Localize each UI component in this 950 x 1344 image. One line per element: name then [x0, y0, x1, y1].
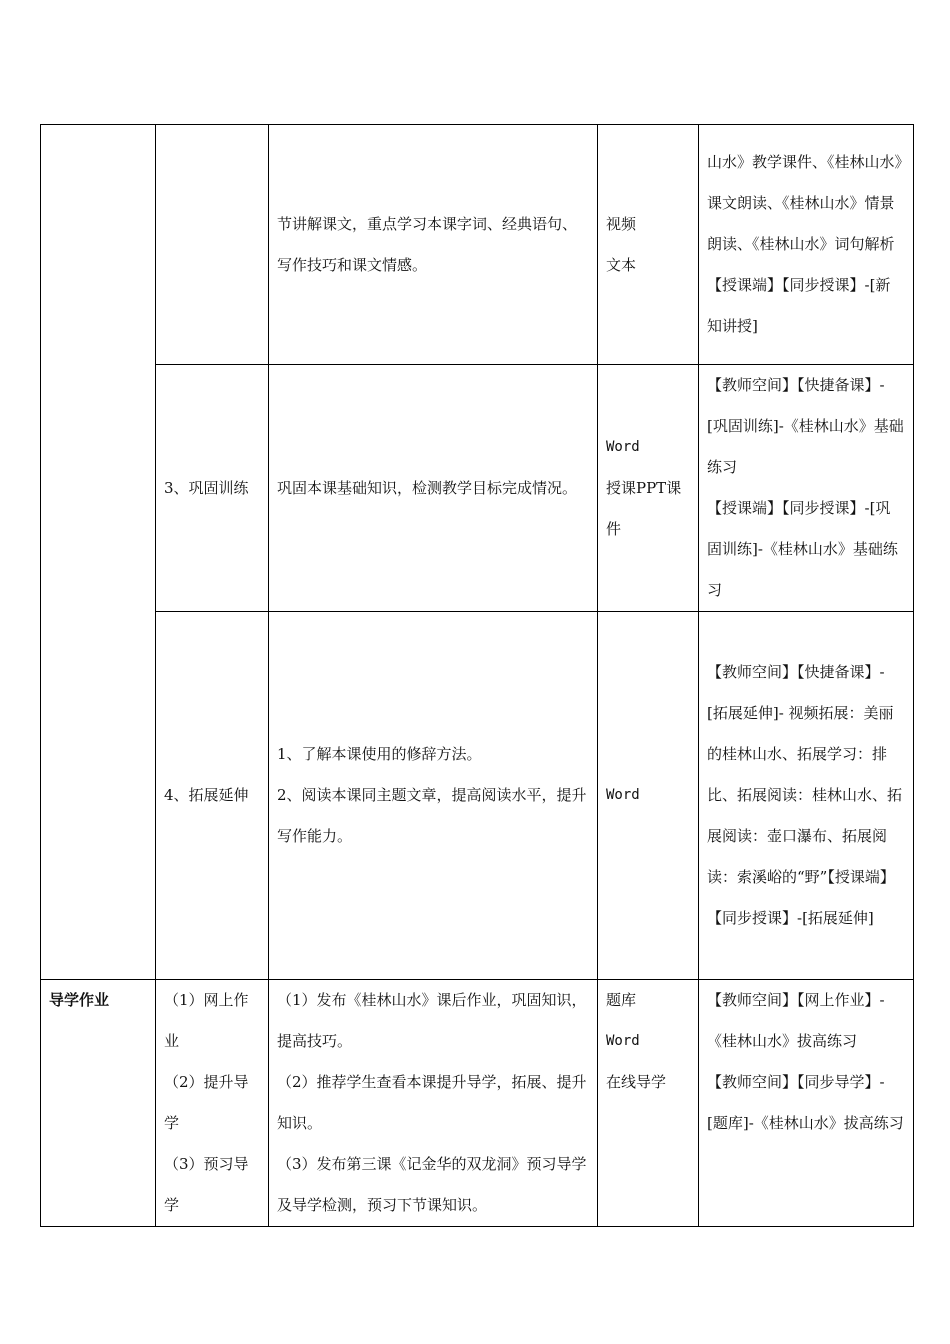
- objective-text: 节讲解课文，重点学习本课字词、经典语句、写作技巧和课文情感。: [277, 214, 578, 274]
- objective-text: （2）推荐学生查看本课提升导学，拓展、提升知识。: [277, 1073, 587, 1132]
- media-cell: [598, 125, 699, 365]
- section-cell-empty: [41, 125, 156, 980]
- media-item: Word: [606, 438, 640, 455]
- stage-cell: 3、巩固训练: [156, 365, 269, 612]
- stage-cell: [156, 980, 269, 1227]
- stage-item: （3）预习导学: [164, 1155, 249, 1214]
- objective-cell: [269, 980, 598, 1227]
- objective-cell: [269, 612, 598, 980]
- media-item: 在线导学: [606, 1073, 667, 1091]
- resources-cell: [699, 980, 914, 1227]
- table-row: [41, 125, 914, 365]
- objective-text: （3）发布第三课《记金华的双龙洞》预习导学及导学检测，预习下节课知识。: [277, 1155, 587, 1214]
- stage-cell: 4、拓展延伸: [156, 612, 269, 980]
- lesson-plan-table: [40, 124, 914, 1227]
- objective-text: （1）发布《桂林山水》课后作业，巩固知识，提高技巧。: [277, 991, 587, 1050]
- resource-text: 山水》教学课件、《桂林山水》课文朗读、《桂林山水》情景朗读、《桂林山水》词句解析: [707, 153, 903, 253]
- resource-text: 【教师空间】【同步导学】-[题库]-《桂林山水》拔高练习: [707, 1073, 904, 1132]
- objective-text: 2、阅读本课同主题文章，提高阅读水平，提升写作能力。: [277, 786, 587, 845]
- media-item: 授课PPT课件: [606, 478, 682, 538]
- table-row-homework: [41, 980, 914, 1227]
- media-item: Word: [606, 1033, 640, 1049]
- objective-text: 巩固本课基础知识，检测教学目标完成情况。: [277, 478, 578, 497]
- objective-text: 1、了解本课使用的修辞方法。: [277, 745, 482, 763]
- media-item: 题库: [606, 991, 637, 1009]
- media-item: 文本: [606, 255, 637, 274]
- media-cell: [598, 612, 699, 980]
- objective-cell: [269, 125, 598, 365]
- stage-item: （1）网上作业: [164, 991, 249, 1050]
- resources-cell: [699, 365, 914, 612]
- resources-cell: [699, 125, 914, 365]
- section-title-cell: 导学作业: [41, 980, 156, 1227]
- media-cell: [598, 980, 699, 1227]
- table-row: [41, 612, 914, 980]
- stage-item: （2）提升导学: [164, 1073, 249, 1132]
- media-cell: [598, 365, 699, 612]
- media-item: 视频: [606, 214, 637, 233]
- resource-text: 【教师空间】【快捷备课】-[拓展延伸]- 视频拓展：美丽的桂林山水、拓展学习：排比、拓展阅读：桂林山水、拓展阅读：壶口瀑布、拓展阅读：索溪峪的“野”【授课端】【同步授课】-[拓展延伸]: [707, 663, 903, 927]
- resource-text: 【授课端】【同步授课】-[巩固训练]-《桂林山水》基础练习: [707, 499, 898, 599]
- stage-cell: [156, 125, 269, 365]
- media-item: Word: [606, 787, 640, 803]
- objective-cell: [269, 365, 598, 612]
- resource-text: 【授课端】【同步授课】-[新知讲授]: [707, 276, 891, 335]
- resource-text: 【教师空间】【快捷备课】-[巩固训练]-《桂林山水》基础练习: [707, 376, 904, 476]
- table-row: [41, 365, 914, 612]
- resources-cell: [699, 612, 914, 980]
- resource-text: 【教师空间】【网上作业】-《桂林山水》拔高练习: [707, 991, 885, 1050]
